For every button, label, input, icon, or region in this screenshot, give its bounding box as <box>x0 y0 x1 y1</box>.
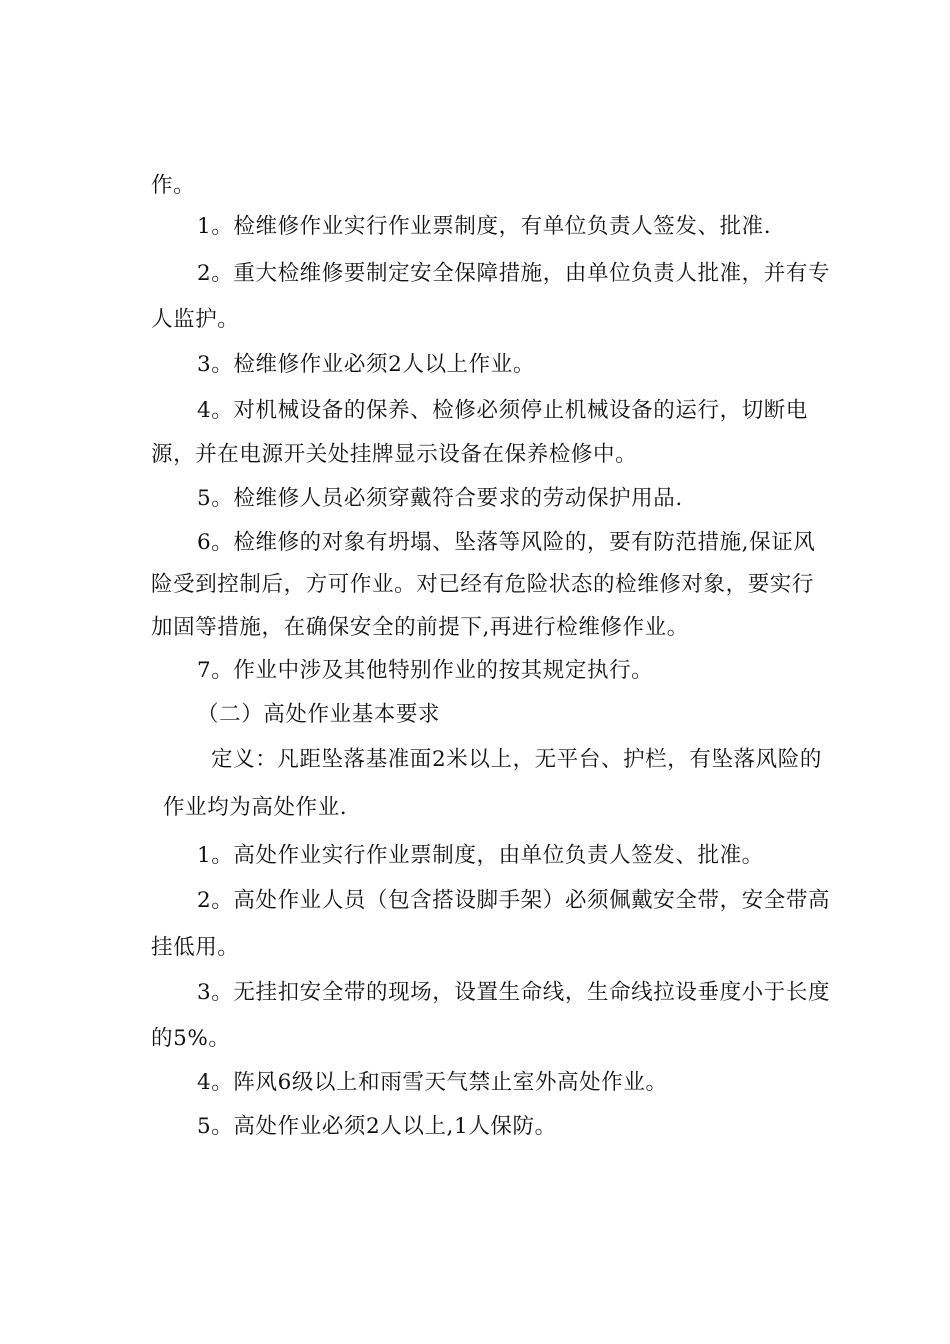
text-line: 3。无挂扣安全带的现场，设置生命线，生命线拉设垂度小于长度 <box>197 980 831 1005</box>
text-line: 挂低用。 <box>151 935 240 960</box>
text-line: 5。检维修人员必须穿戴符合要求的劳动保护用品. <box>197 486 683 511</box>
text-line: 险受到控制后，方可作业。对已经有危险状态的检维修对象，要实行 <box>151 572 815 597</box>
text-line: 1。高处作业实行作业票制度，由单位负责人签发、批准。 <box>197 843 764 868</box>
text-line: 6。检维修的对象有坍塌、坠落等风险的，要有防范措施,保证风 <box>197 530 816 555</box>
text-line: 的5%。 <box>151 1026 231 1051</box>
text-line: 3。检维修作业必须2人以上作业。 <box>197 352 535 377</box>
text-line: 作业均为高处作业. <box>163 795 348 820</box>
text-line: 4。对机械设备的保养、检修必须停止机械设备的运行，切断电 <box>197 398 808 423</box>
section-heading: （二）高处作业基本要求 <box>197 702 441 727</box>
text-line: 定义：凡距坠落基准面2米以上，无平台、护栏，有坠落风险的 <box>211 747 822 772</box>
text-line: 2。高处作业人员（包含搭设脚手架）必须佩戴安全带，安全带高 <box>197 888 831 913</box>
text-line: 作。 <box>151 173 196 198</box>
text-line: 5。高处作业必须2人以上,1人保防。 <box>197 1114 557 1139</box>
text-line: 4。阵风6级以上和雨雪天气禁止室外高处作业。 <box>197 1070 668 1095</box>
text-line: 2。重大检维修要制定安全保障措施，由单位负责人批准，并有专 <box>197 261 831 286</box>
text-line: 人监护。 <box>151 307 240 332</box>
text-line: 源，并在电源开关处挂牌显示设备在保养检修中。 <box>151 442 638 467</box>
text-line: 7。作业中涉及其他特别作业的按其规定执行。 <box>197 658 654 683</box>
text-line: 加固等措施，在确保安全的前提下,再进行检维修作业。 <box>151 615 689 640</box>
text-line: 1。检维修作业实行作业票制度，有单位负责人签发、批准. <box>197 214 772 239</box>
